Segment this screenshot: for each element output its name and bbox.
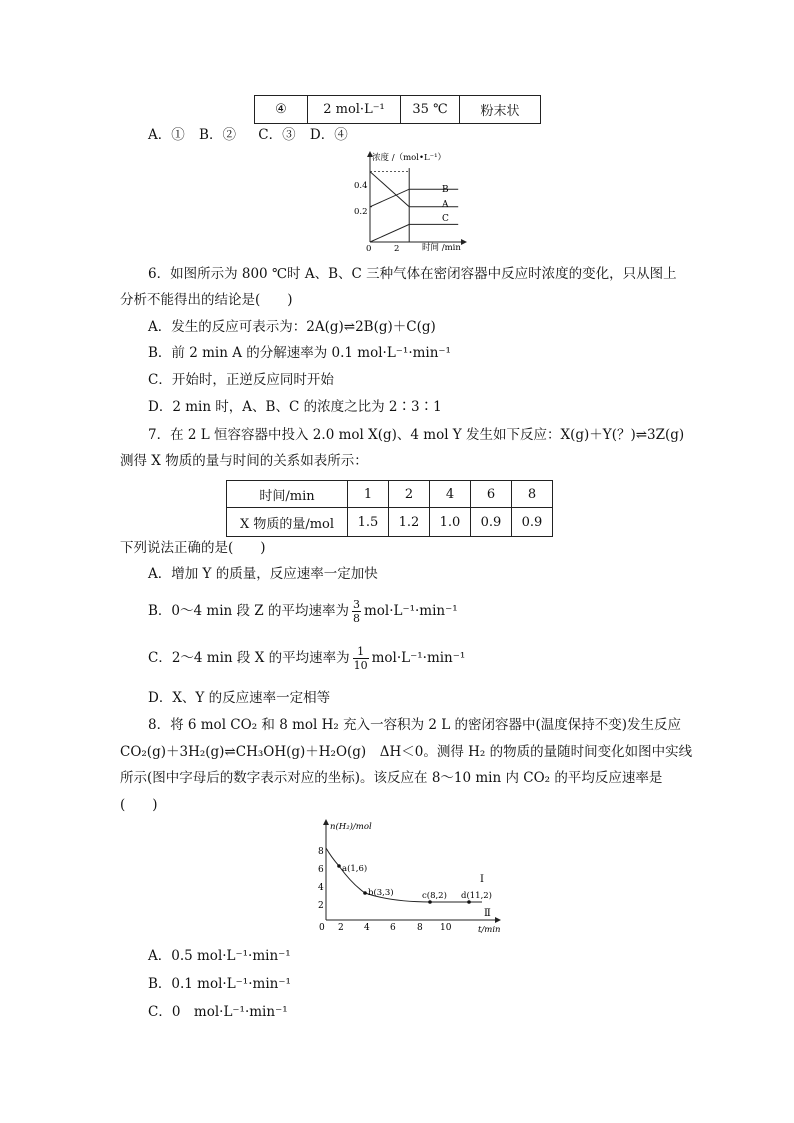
h2-amount-chart [310, 814, 510, 940]
q6-option-a: A．发生的反应可表示为：2A(g)⇌2B(g)＋C(g) [148, 319, 436, 335]
table-value-cell: 1.2 [389, 508, 430, 537]
table-time-cell: 2 [389, 481, 430, 508]
q7-option-d: D．X、Y 的反应速率一定相等 [148, 690, 331, 706]
table-value-cell: 1.0 [430, 508, 471, 537]
x-tick-label: 6 [390, 923, 396, 933]
y-tick-label: 0.4 [354, 181, 368, 191]
fraction-numerator: 1 [353, 645, 369, 659]
fraction-denominator: 8 [352, 612, 360, 625]
y-tick-label: 2 [318, 901, 324, 911]
fraction-denominator: 10 [353, 659, 368, 672]
q6-option-d: D．2 min 时，A、B、C 的浓度之比为 2∶3∶1 [148, 399, 442, 415]
temperature-cell: 35 ℃ [401, 96, 460, 124]
q6-stem-line2: 分析不能得出的结论是( ) [120, 292, 293, 308]
table-row-label: X 物质的量/mol [227, 508, 348, 537]
q5-option-b: B．② [199, 127, 236, 143]
q5-option-a: A．① [148, 127, 185, 143]
concentration-cell: 2 mol·L⁻¹ [308, 96, 401, 124]
q8-option-b: B．0.1 mol·L⁻¹·min⁻¹ [148, 976, 291, 992]
time-amount-table [226, 480, 553, 537]
q8-option-a: A．0.5 mol·L⁻¹·min⁻¹ [148, 948, 291, 964]
curve-i [326, 848, 482, 902]
q7-stem-line1: 7．在 2 L 恒容容器中投入 2.0 mol X(g)、4 mol Y 发生如下反应：X(g)＋Y(？)⇌3Z(g) [148, 427, 685, 443]
unit-text: mol·L⁻¹·min⁻¹ [363, 603, 458, 619]
fraction [353, 645, 369, 672]
x-axis-label: t/min [478, 925, 501, 935]
series-label-c: C [442, 214, 449, 224]
table-time-cell: 1 [348, 481, 389, 508]
table-value-cell: 1.5 [348, 508, 389, 537]
y-axis-label: 浓度 /（mol•L⁻¹） [372, 153, 447, 163]
q8-stem-line2: CO₂(g)＋3H₂(g)⇌CH₃OH(g)＋H₂O(g) ΔH＜0。测得 H₂ 的物质的量随时间变化如图中实线 [120, 744, 693, 760]
q7-option-c [148, 643, 465, 673]
point-label-b: b(3,3) [368, 888, 394, 898]
q7-option-b-text: B．0～4 min 段 Z 的平均速率为 [148, 603, 349, 619]
x-tick-label: 2 [338, 923, 344, 933]
table-time-cell: 8 [512, 481, 553, 508]
q8-stem-line3: 所示(图中字母后的数字表示对应的坐标)。该反应在 8～10 min 内 CO₂ 的平均反应速率是 [120, 770, 663, 786]
q8-option-c: C．0 mol·L⁻¹·min⁻¹ [148, 1004, 288, 1020]
table-header-label: 时间/min [227, 481, 348, 508]
y-axis-label: n(H₂)/mol [330, 822, 372, 832]
q8-stem-line4: ( ) [120, 797, 158, 813]
q8-stem-line1: 8．将 6 mol CO₂ 和 8 mol H₂ 充入一容积为 2 L 的密闭容器中(温度保持不变)发生反应 [148, 717, 682, 733]
origin-label: 0 [319, 923, 325, 933]
q7-option-c-text: C．2～4 min 段 X 的平均速率为 [148, 650, 350, 666]
point-label-a: a(1,6) [342, 864, 368, 874]
unit-text: mol·L⁻¹·min⁻¹ [371, 650, 466, 666]
q7-stem-line2: 测得 X 物质的量与时间的关系如表所示： [120, 453, 368, 469]
q6-stem-line1: 6．如图所示为 800 ℃时 A、B、C 三种气体在密闭容器中反应时浓度的变化，只从图上 [148, 266, 677, 282]
point-b [363, 891, 367, 895]
x-tick-label: 10 [440, 923, 452, 933]
x-tick-label: 2 [394, 244, 400, 252]
series-label-b: B [442, 185, 449, 195]
x-axis-arrow [495, 917, 501, 923]
table-value-cell: 0.9 [512, 508, 553, 537]
point-a [337, 864, 341, 868]
q5-option-c: C．③ [258, 127, 296, 143]
q5-option-d: D．④ [309, 127, 348, 143]
y-axis-arrow [323, 819, 329, 825]
y-tick-label: 0.2 [354, 207, 368, 217]
point-label-d: d(11,2) [461, 891, 492, 901]
curve-label-i: Ⅰ [480, 874, 484, 885]
fraction-numerator: 3 [352, 598, 360, 611]
q7-option-a: A．增加 Y 的质量，反应速率一定加快 [148, 566, 378, 582]
state-cell: 粉末状 [460, 96, 541, 124]
q5-options [148, 125, 348, 145]
table-time-cell: 4 [430, 481, 471, 508]
table-value-cell: 0.9 [471, 508, 512, 537]
fraction [352, 598, 361, 625]
y-tick-label: 4 [318, 883, 324, 893]
x-tick-label: 0 [366, 244, 372, 252]
experiment-number: ④ [255, 96, 308, 124]
series-label-a: A [442, 200, 449, 210]
y-tick-label: 8 [318, 847, 324, 857]
q6-option-b: B．前 2 min A 的分解速率为 0.1 mol·L⁻¹·min⁻¹ [148, 345, 451, 361]
point-label-c: c(8,2) [422, 891, 447, 901]
q7-prompt: 下列说法正确的是( ) [120, 540, 266, 556]
condition-table-row [254, 95, 541, 124]
x-axis-label: 时间 /min [422, 243, 461, 252]
series-line-c [370, 224, 458, 242]
x-tick-label: 4 [364, 923, 370, 933]
x-axis-arrow [461, 239, 467, 245]
table-time-cell: 6 [471, 481, 512, 508]
curve-label-ii: Ⅱ [484, 908, 491, 919]
q7-option-b [148, 596, 458, 626]
concentration-chart [350, 148, 470, 252]
x-tick-label: 8 [417, 923, 423, 933]
y-tick-label: 6 [318, 865, 324, 875]
q6-option-c: C．开始时，正逆反应同时开始 [148, 372, 334, 388]
